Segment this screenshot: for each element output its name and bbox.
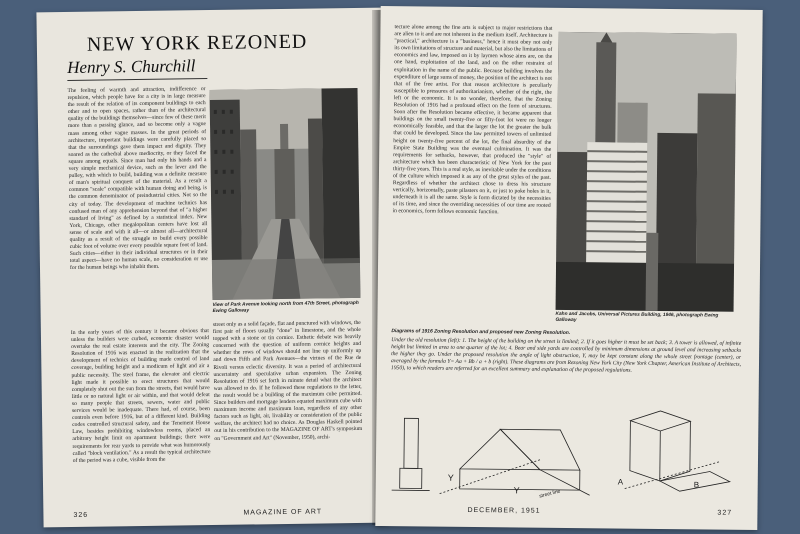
diagram-label-y2: Y (513, 485, 520, 496)
park-avenue-caption: View of Park Avenue looking north from 47th Street, photograph Ewing Galloway (212, 300, 359, 315)
left-folio-magazine: MAGAZINE OF ART (243, 508, 323, 517)
right-folio-number: 327 (717, 509, 733, 517)
zoning-diagrams (390, 398, 741, 502)
title-rule (67, 78, 207, 81)
park-avenue-photo (210, 88, 361, 300)
diagram-label-a: A (617, 477, 624, 487)
left-col1-text: The feeling of warmth and attraction, indifference or repulsion, which people have for a city is in large measure the result of the relation of its component buildings to each other and to open spaces, rather than of the architectural quality of the buildings themselves—since few of these merit more than a passing glance, and so become only a vague mass among other vague masses. In the great periods of architecture, important buildings were carefully placed so that the surroundings gave them impact and dignity. They soared as the cathedral above mediocrity, or they faced the square among equals. Since man had only his hands and a very simple mechanical device, such as the lever and the pulley, with which to build, building was a definite measure of man's spiritual conquest of the material. As a result a common "scale" compatible with human doing and being, is the common denominator of preindustrial cities. Not so the city of today. The development of machine technics has confused man of any apprehension beyond that of "a higher standard of living" as defined by a statistical index. New York, Chicago, other megalopolitan centers have lost all sense of scale and with it all—or almost all—architectural quality as a result of the struggle to build every possible cubic foot of volume over every possible square foot of land. Such cities—either in their individual structures or in their total aspect—have no human scale, no consideration or use for the human beings who inhabit them. (67, 86, 208, 272)
left-folio-number: 326 (73, 511, 89, 519)
diagram-old-resolution (392, 418, 431, 490)
right-col1-text: tecture alone among the fine arts is subject to major restrictions that are alien to it and are not inherent in the medium itself. Architecture is "practical," architecture is a "business," hence it must obey not only its own limitations of structure and material, but also the limitations of economics and law, imposed on it by laymen whose aims are, on the one hand, exploitation of the land, and on the other restraint of exploitation in the name of the public. Because building involves the expenditure of large sums of money, the position of the architect is not that of the free artist. For that reason architecture is peculiarly susceptible to pressures of authoritarianism, whether of the right, the left or the economic. It is no wonder, therefore, that the Zoning Resolution of 1916 had a profound effect on the form of structures. Soon after the Resolution became effective, it became apparent that buildings on the small twenty-five or fifty-foot lot were no longer economically feasible, and that the larger the lot the greater the bulk that could be developed. Since the law permitted towers of unlimited height on twenty-five percent of the lot, the final absurdity of the Empire State Building was the eventual culmination. It was the requirements for setbacks, however, that produced the "style" of architecture which has been characteristic of New York for the past thirty-five years. This is a real style, as inevitable under the conditions of the culture which imposed it as any of the great styles of the past. Regardless of whether the architect chose to dress his structure vertically, horizontally, paste pilasters on it, or just to poke holes in it, underneath it is all the same. Style is form dictated by the necessities of its time, and since the overriding necessities of our time are rooted in economics, form follows economic function. (392, 24, 553, 216)
article-author: Henry S. Churchill (67, 56, 196, 78)
article-title: NEW YORK REZONED (86, 30, 308, 56)
left-page (36, 8, 388, 528)
right-folio-date: DECEMBER, 1951 (467, 506, 541, 515)
diagram-heading: Diagrams of 1916 Zoning Resolution and proposed new Zoning Resolution. (391, 328, 571, 337)
diagram-street-line: street line (538, 488, 562, 500)
universal-pictures-photo-art (556, 32, 737, 312)
diagram-label-y1: Y (447, 472, 454, 483)
left-col2-text: street only as a solid façade, flat and punctured with windows, the first pair of floors usually "done" in limestone, and the whole topped with a stone or tin cornice. Esthetic debate was heavily concerned with the question of uniform cornice heights and whether the rows of windows should not line up uniformly up and down Fifth and Park Avenues—the virtues of the Rue de Rivoli versus eclectic diversity. It was a period of architectural uncertainty and speculative urban expansion. The Zoning Resolution of 1916 set forth in minute detail what the architect was allowed to do. If he followed these regulations to the letter, the result would be a building of the maximum cube permitted. Since builders and mortgage lenders equated maximum cube with maximum income and maximum loan, regardless of any other factors such as light, air, livability or consideration of the public welfare, the architect had no choice. As Douglas Haskell pointed out in his contribution to the MAGAZINE OF ART's symposium on "Government and Art" (November, 1950), archi- (212, 319, 363, 442)
diagram-description: Under the old resolution (left): 1. The height of the building on the street is limited; 2. If it goes higher it must be set back; 3. A tower is allowed, of infinite height but limited in area to one quarter of the lot; 4. Bear and side yards are controlled by minimum dimensions at ground level and increasing setbacks the higher they go. Under the proposed resolution the angle of light obstruction, Y, may be kept constant along the whole street frontage (center), or averaged by the formula Y= Aa + Bb / a + b (right). These diagrams are from Rezoning New York City (New York Chapter, American Institute of Architects, 1950), to which readers are referred for an excellent summary and explanation of the proposed regulations. (390, 337, 742, 374)
universal-pictures-photo (556, 32, 737, 312)
right-page (375, 6, 762, 530)
park-avenue-photo-art (210, 88, 361, 300)
diagram-averaged-angle (625, 411, 731, 492)
universal-pictures-caption: Kahn and Jacobs, Universal Pictures Building, 1946, photograph Ewing Galloway (555, 311, 719, 324)
left-col1b-text: In the early years of this century it became obvious that unless the builders were curbed, economic disaster would overtake the real estate interests and the city. The Zoning Resolution of 1916 was enacted in the realization that the development of technics of building made control of land coverage, building height and a modicum of light and air a public necessity. The steel frame, the elevator and electric light made it possible to erect structures that would completely shut out the sun from the streets, that would have little or no natural light or air within, and that would defeat so many people that streets, sewers, water and public services would be inadequate. There had, of course, been controls even before 1916, but of a different kind. Building codes controlled structural safety, and the Tenement House Law, besides prohibiting windowless rooms, placed an arbitrary height limit on apartment buildings; there were requirements for rear yards to provide what was humorously called "block ventilation." As a result the typical architecture of the period was a cube, visible from the (70, 328, 211, 464)
diagram-label-b: B (693, 480, 700, 490)
